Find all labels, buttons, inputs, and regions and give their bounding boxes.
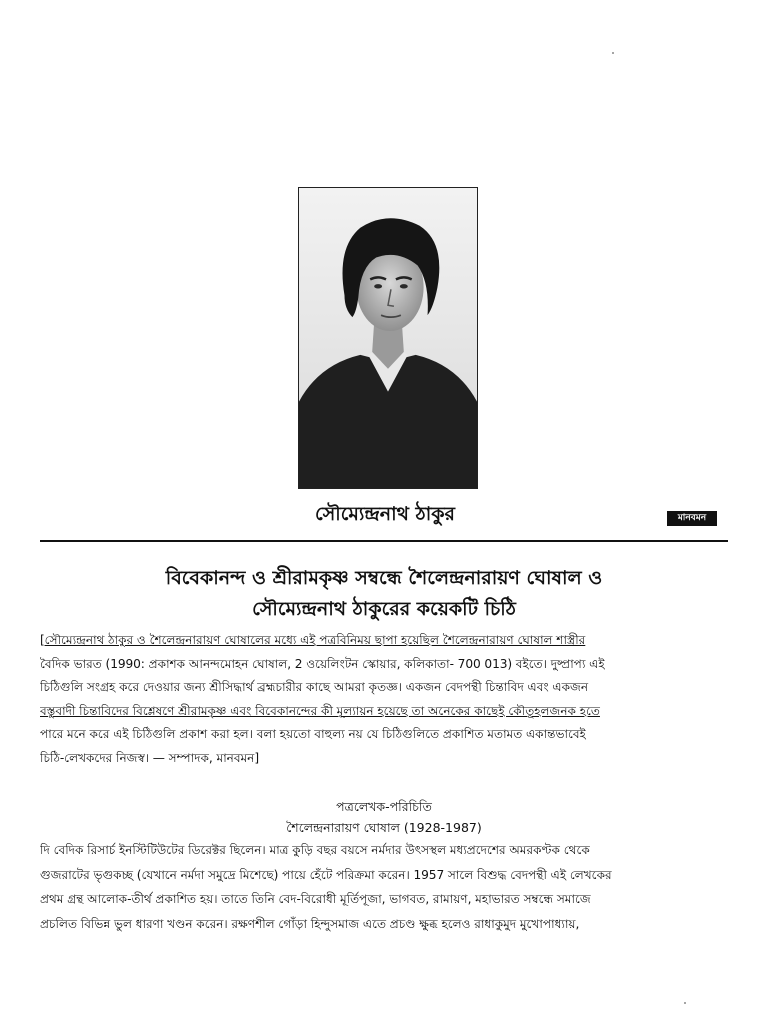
author-name: শৈলেন্দ্রনারায়ণ ঘোষাল (1928-1987) — [286, 820, 482, 835]
editor-note — [40, 629, 730, 770]
portrait-photo — [298, 187, 478, 489]
portrait-image — [299, 188, 477, 488]
journal-tag: মানবমন — [667, 511, 717, 526]
author-bio — [40, 838, 730, 936]
bio-line: দি বেদিক রিসার্চ ইনস্টিটিউটের ডিরেক্টর ছিলেন। মাত্র কুড়ি বছর বয়সে নর্মদার উৎসস্থল মধ্যপ্রদেশের অমরকণ্টক থেকে — [40, 843, 590, 857]
photo-caption: সৌম্যেন্দ্রনাথ ঠাকুর — [315, 503, 455, 525]
intro-line: চিঠিগুলি সংগ্রহ করে দেওয়ার জন্য শ্রীসিদ্ধার্থ ব্রহ্মচারীর কাছে আমরা কৃতজ্ঞ। একজন বেদপন্থী চিন্তাবিদ এবং একজন — [40, 680, 589, 694]
title-line-2: সৌম্যেন্দ্রনাথ ঠাকুরের কয়েকটি চিঠি — [252, 598, 516, 620]
bio-line: প্রচলিত বিভিন্ন ভুল ধারণা খণ্ডন করেন। রক্ষণশীল গোঁড়া হিন্দুসমাজ এতে প্রচণ্ড ক্ষুব্ধ হলেও রাধাকুমুদ মুখোপাধ্যায়, — [40, 916, 580, 931]
intro-line: বৈদিক ভারত (1990: প্রকাশক আনন্দমোহন ঘোষাল, 2 ওয়েলিংটন স্কোয়ার, কলিকাতা- 700 013) বইতে। দুষ্প্রাপ্য এই — [40, 656, 605, 671]
scan-speck — [684, 1002, 686, 1004]
section-heading: পত্রলেখক-পরিচিতি — [336, 799, 432, 814]
title-line-1: বিবেকানন্দ ও শ্রীরামকৃষ্ণ সম্বন্ধে শৈলেন্দ্রনারায়ণ ঘোষাল ও — [165, 567, 603, 589]
scan-speck — [612, 52, 614, 54]
intro-line: চিঠি-লেখকদের নিজস্ব। — সম্পাদক, মানবমন] — [40, 750, 260, 765]
author-intro-heading — [60, 796, 708, 838]
article-title — [60, 563, 708, 625]
intro-line: পারে মনে করে এই চিঠিগুলি প্রকাশ করা হল। বলা হয়তো বাহুল্য নয় যে চিঠিগুলিতে প্রকাশিত মতামত একান্তভাবেই — [40, 727, 586, 741]
bio-line: গুজরাটের ভৃগুকচ্ছ (যেখানে নর্মদা সমুদ্রে মিশেছে) পায়ে হেঁটে পরিক্রমা করেন। 1957 সালে বিশুদ্ধ বেদপন্থী এই লেখকের — [40, 867, 612, 882]
intro-line: বস্তুবাদী চিন্তাবিদের বিশ্লেষণে শ্রীরামকৃষ্ণ এবং বিবেকানন্দের কী মূল্যায়ন হয়েছে তা অনেকের কাছেই কৌতূহলজনক হতে — [40, 703, 600, 718]
header-rule — [40, 540, 728, 542]
intro-line: [সৌম্যেন্দ্রনাথ ঠাকুর ও শৈলেন্দ্রনারায়ণ ঘোষালের মধ্যে এই পত্রবিনিময় ছাপা হয়েছিল শৈলেন্দ্রনারায়ণ ঘোষাল শাস্ত্রীর — [40, 633, 586, 647]
bio-line: প্রথম গ্রন্থ আলোক-তীর্থ প্রকাশিত হয়। তাতে তিনি বেদ-বিরোধী মূর্তিপূজা, ভাগবত, রামায়ণ, মহাভারত সম্বন্ধে সমাজে — [40, 892, 591, 906]
